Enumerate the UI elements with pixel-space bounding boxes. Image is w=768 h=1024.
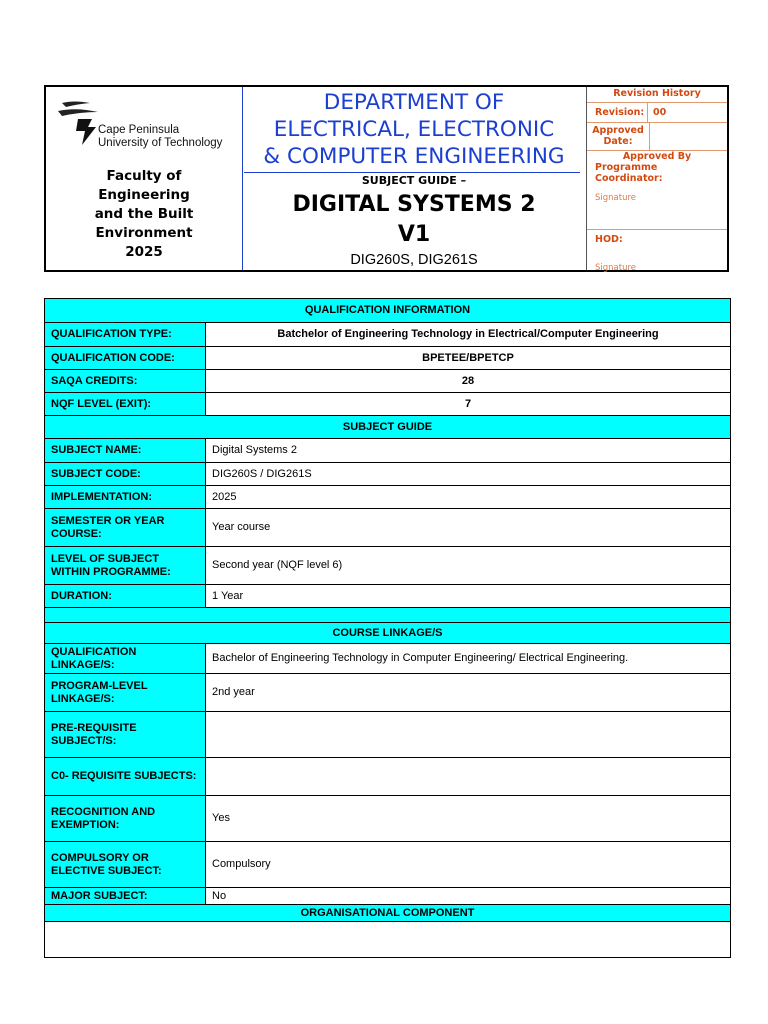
revision-cell-divider: [647, 102, 648, 122]
department-line: & COMPUTER ENGINEERING: [263, 144, 565, 169]
table-section-header: [45, 623, 731, 644]
subject-codes: DIG260S, DIG261S: [350, 252, 478, 268]
department-name: [242, 89, 586, 170]
university-name-line-2: University of Technology: [98, 137, 223, 149]
university-name: [98, 124, 222, 150]
qualification-type-value: Batchelor of Engineering Technology in Electrical/Computer Engineering: [206, 323, 731, 347]
subject-name-value: Digital Systems 2: [206, 439, 731, 463]
recognition-exemption-value: Yes: [206, 796, 731, 842]
document-header: [44, 85, 729, 272]
approved-date-label: [587, 125, 649, 147]
table-row: [45, 674, 731, 712]
level-of-subject-value: Second year (NQF level 6): [206, 547, 731, 585]
faculty-line: Environment: [95, 225, 193, 241]
spacer-cell: [45, 608, 731, 623]
saqa-credits-label: SAQA CREDITS:: [45, 370, 206, 393]
subject-code-value: DIG260S / DIG261S: [206, 463, 731, 486]
table-row: [45, 922, 731, 958]
coordinator-signature-placeholder: Signature: [595, 193, 637, 203]
duration-value: 1 Year: [206, 585, 731, 608]
department-line: DEPARTMENT OF: [323, 90, 505, 115]
compulsory-elective-label: COMPULSORY OR ELECTIVE SUBJECT:: [45, 842, 206, 888]
qualification-code-label: QUALIFICATION CODE:: [45, 347, 206, 370]
program-level-linkage-value: 2nd year: [206, 674, 731, 712]
table-row: [45, 585, 731, 608]
table-row: [45, 547, 731, 585]
table-section-header: [45, 299, 731, 323]
major-subject-label: MAJOR SUBJECT:: [45, 888, 206, 905]
qualification-code-value: BPETEE/BPETCP: [206, 347, 731, 370]
qualification-information-heading: QUALIFICATION INFORMATION: [45, 299, 731, 323]
table-row: [45, 486, 731, 509]
table-row: [45, 393, 731, 416]
table-row: [45, 796, 731, 842]
level-of-subject-label: LEVEL OF SUBJECT WITHIN PROGRAMME:: [45, 547, 206, 585]
approved-date-label-line-2: Date:: [603, 136, 633, 147]
approved-by-label: Approved By: [622, 151, 692, 162]
table-row: [45, 347, 731, 370]
table-row: [45, 758, 731, 796]
semester-or-year-value: Year course: [206, 509, 731, 547]
programme-coordinator-label: Programme Coordinator:: [595, 162, 663, 184]
table-row: [45, 712, 731, 758]
faculty-line: Engineering: [98, 187, 190, 203]
table-section-header: [45, 416, 731, 439]
organisational-component-content: [45, 922, 731, 958]
table-row: [45, 439, 731, 463]
title-line-2: V1: [397, 222, 431, 247]
revision-divider: [587, 122, 727, 123]
program-level-linkage-label: PROGRAM-LEVEL LINKAGE/S:: [45, 674, 206, 712]
title-line-1: DIGITAL SYSTEMS 2: [292, 192, 536, 217]
faculty-year: 2025: [125, 244, 163, 260]
pre-requisite-label: PRE-REQUISITE SUBJECT/S:: [45, 712, 206, 758]
revision-divider: [587, 229, 727, 230]
qualification-linkage-value: Bachelor of Engineering Technology in Computer Engineering/ Electrical Engineering.: [206, 644, 731, 674]
organisational-component-heading: ORGANISATIONAL COMPONENT: [45, 905, 731, 922]
approved-date-label-line-1: Approved: [592, 125, 644, 136]
revision-history-title: Revision History: [613, 88, 701, 99]
pre-requisite-value: [206, 712, 731, 758]
revision-history-panel: [586, 87, 727, 273]
table-row: [45, 644, 731, 674]
table-section-header: [45, 905, 731, 922]
approved-date-cell-divider: [649, 122, 650, 150]
compulsory-elective-value: Compulsory: [206, 842, 731, 888]
department-divider: [244, 172, 580, 173]
hod-label: HOD:: [595, 234, 623, 245]
university-name-line-1: Cape Peninsula: [98, 124, 180, 136]
subject-guide-label: SUBJECT GUIDE –: [361, 174, 467, 187]
header-middle-column: [242, 87, 586, 270]
table-row: [45, 370, 731, 393]
nqf-level-label: NQF LEVEL (EXIT):: [45, 393, 206, 416]
table-row: [45, 463, 731, 486]
subject-information-table: [44, 298, 731, 958]
duration-label: DURATION:: [45, 585, 206, 608]
major-subject-value: No: [206, 888, 731, 905]
implementation-value: 2025: [206, 486, 731, 509]
subject-code-label: SUBJECT CODE:: [45, 463, 206, 486]
semester-or-year-label: SEMESTER OR YEAR COURSE:: [45, 509, 206, 547]
header-left-column: [46, 87, 243, 270]
faculty-line: and the Built: [94, 206, 194, 222]
co-requisite-label: C0- REQUISITE SUBJECTS:: [45, 758, 206, 796]
qualification-type-label: QUALIFICATION TYPE:: [45, 323, 206, 347]
table-spacer-row: [45, 608, 731, 623]
course-linkages-heading: COURSE LINKAGE/S: [45, 623, 731, 644]
table-row: [45, 323, 731, 347]
implementation-label: IMPLEMENTATION:: [45, 486, 206, 509]
revision-value: 00: [653, 107, 667, 118]
table-row: [45, 509, 731, 547]
qualification-linkage-label: QUALIFICATION LINKAGE/S:: [45, 644, 206, 674]
table-row: [45, 888, 731, 905]
revision-divider: [587, 102, 727, 103]
document-title: [242, 190, 586, 250]
subject-name-label: SUBJECT NAME:: [45, 439, 206, 463]
table-row: [45, 842, 731, 888]
hod-signature-placeholder: Signature: [595, 263, 637, 273]
recognition-exemption-label: RECOGNITION AND EXEMPTION:: [45, 796, 206, 842]
faculty-line: Faculty of: [106, 168, 182, 184]
nqf-level-value: 7: [206, 393, 731, 416]
subject-guide-heading: SUBJECT GUIDE: [45, 416, 731, 439]
co-requisite-value: [206, 758, 731, 796]
faculty-name: [46, 167, 242, 262]
saqa-credits-value: 28: [206, 370, 731, 393]
department-line: ELECTRICAL, ELECTRONIC: [273, 117, 555, 142]
revision-label: Revision:: [595, 107, 645, 118]
